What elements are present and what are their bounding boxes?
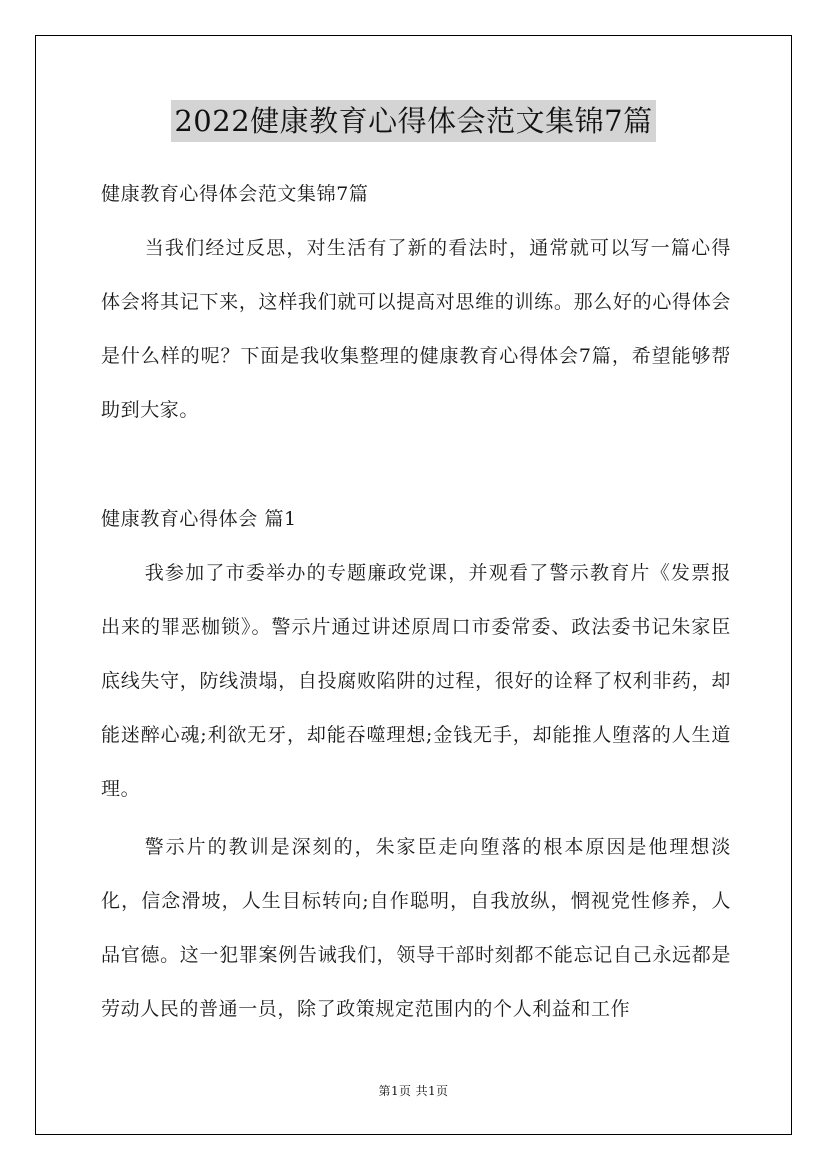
document-body-top — [101, 167, 731, 437]
document-title: 2022健康教育心得体会范文集锦7篇 — [171, 100, 655, 142]
section1-paragraph-1: 我参加了市委举办的专题廉政党课，并观看了警示教育片《发票报出来的罪恶枷锁》。警示片通过讲述原周口市委常委、政法委书记朱家臣底线失守，防线溃塌，自投腐败陷阱的过程，很好的诠释了权利非药，却能迷醉心魂;利欲无牙，却能吞噬理想;金钱无手，却能推人堕落的人生道理。 — [101, 562, 731, 800]
document-body-section1 — [101, 492, 731, 1036]
document-subtitle: 健康教育心得体会范文集锦7篇 — [101, 183, 369, 205]
page-footer: 第1页 共1页 — [378, 1084, 449, 1098]
section1-paragraph-2: 警示片的教训是深刻的，朱家臣走向堕落的根本原因是他理想淡化，信念滑坡，人生目标转向;自作聪明，自我放纵，惘视党性修养，人品官德。这一犯罪案例告诫我们，领导干部时刻都不能忘记自己永远都是劳动人民的普通一员，除了政策规定范围内的个人利益和工作 — [101, 836, 731, 1020]
title-wrap — [0, 100, 827, 142]
section1-heading: 健康教育心得体会 篇1 — [101, 508, 297, 530]
intro-paragraph: 当我们经过反思，对生活有了新的看法时，通常就可以写一篇心得体会将其记下来，这样我们就可以提高对思维的训练。那么好的心得体会是什么样的呢？下面是我收集整理的健康教育心得体会7篇，希望能够帮助到大家。 — [101, 237, 731, 421]
